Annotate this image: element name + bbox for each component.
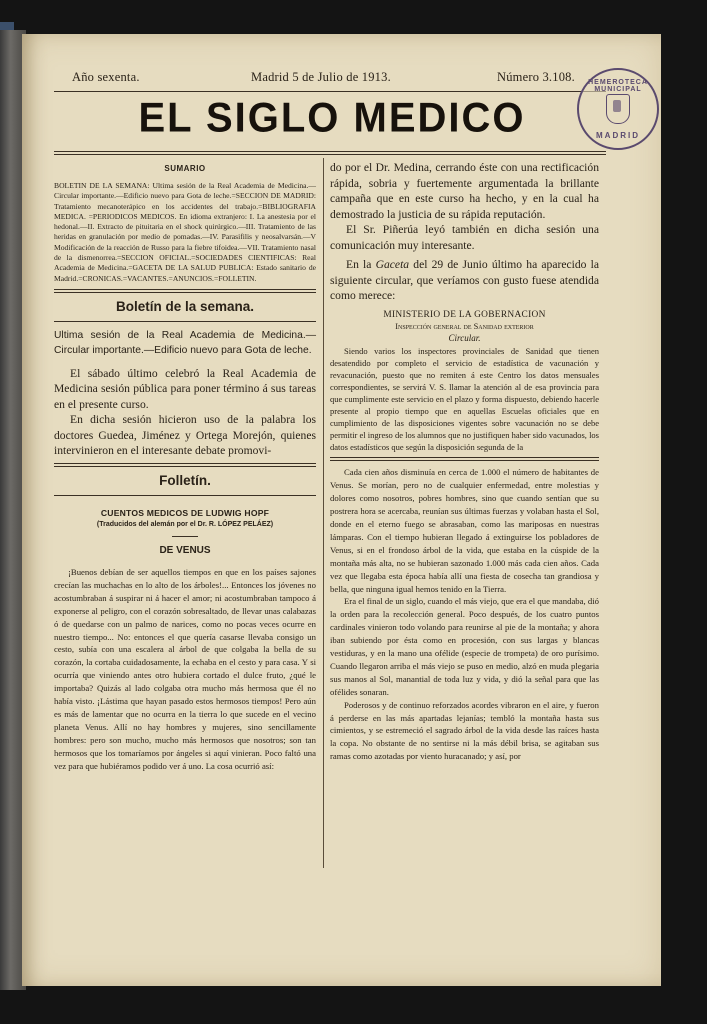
divider bbox=[54, 495, 316, 496]
divider bbox=[54, 292, 316, 293]
column-divider bbox=[323, 158, 324, 868]
gaceta-paragraph bbox=[330, 257, 599, 304]
coat-of-arms-icon bbox=[606, 94, 630, 124]
right-column bbox=[330, 160, 599, 763]
header-issue: Número 3.108. bbox=[497, 70, 575, 84]
stamp-text-top: HEMEROTECA MUNICIPAL bbox=[588, 79, 648, 93]
sumario-text: BOLETIN DE LA SEMANA: Ultima sesión de la Real Academia de Medicina.—Circular importante.—Edificio nuevo para Gota de leche.=SECCION DE MADRID: Tratamiento mecanoterápico en los accidentes del trabajo.=BIBLIOGRAFIA MEDICA. =PERIODICOS MEDICOS. En idioma extranjero: I. La anestesia por el hedonal.—II. Extracto de pituitaria en el shock quirúrgico.—III. Tratamiento de las heridas en granulación por medio de pomadas.—IV. Parasifilis y neosalvarsán.—V Modificación de la reacción de Russo para la fiebre tifoidea.—VII. Tratamiento nasal de la dismenorrea.=SECCION OFICIAL.=SOCIEDADES CIENTIFICAS: Real Academia de Medicina.=GACETA DE LA SALUD PUBLICA: Estado sanitario de Madrid.=CRONICAS.=VACANTES.=ANUNCIOS.=FOLLETIN. bbox=[54, 181, 316, 283]
venus-paragraph-3: Poderosos y de continuo reforzados acordes vibraron en el aire, y fueron á perderse en las más apartadas lejanías; tembló la montaña hasta sus cimientos, y se estremeció el sagrado árbol de la vida desde las raíces hasta la copa. No obstante de no sentirse ni la más débil brisa, se agitaban sus ramas como azotadas por viento huracanado; y así, por bbox=[330, 699, 599, 762]
divider bbox=[330, 457, 599, 458]
boletin-continuation: do por el Dr. Medina, cerrando éste con una rectificación rápida, sobria y fuertemente argumentada la brillante campaña que en este curso ha hecho, y en la cual ha demostrado la justicia de su rápida reputación. bbox=[330, 161, 599, 221]
venus-paragraph-1: Cada cien años disminuía en cerca de 1.000 el número de habitantes de Venus. Se morían, pero no de cualquier enfermedad, entre molestias y dolores como nosotros, pobres hombres, sino que cuando sentían que su postrera hora se acercaba, reunían sus últimas fuerzas y volaban hasta el Sol, donde en el eterno fuego se abrasaban, como las mariposas en nuestras lámparas. Con el tiempo hubieran llegado á extinguirse los pobladores de Venus, si en el frondoso árbol de la vida, que estaba en la cúspide de la montaña más alta, no se hubieran sazonado 1.000 más cada cien años. Cada vez que llegaba esta época había allí una fiesta de cosecha tan grandiosa y bella, que ninguna igual hemos tenido en la Tierra. bbox=[330, 467, 599, 594]
boletin-paragraph-2: En dicha sesión hicieron uso de la palabra los doctores Guedea, Jiménez y Ortega Morejón, quienes intervinieron en el interesante debate promovi- bbox=[54, 413, 316, 458]
folletin-series: CUENTOS MEDICOS DE LUDWIG HOPF bbox=[100, 507, 270, 518]
folletin-heading: Folletín. bbox=[159, 472, 211, 488]
boletin-paragraph-1: El sábado último celebró la Real Academia de Medicina sesión pública para poner término á sus tareas en el presente curso. bbox=[54, 366, 316, 411]
circular-heading: Circular. bbox=[448, 332, 481, 343]
gaceta-text-a: En la bbox=[346, 258, 376, 271]
header-date: Madrid 5 de Julio de 1913. bbox=[251, 70, 391, 84]
boletin-heading: Boletín de la semana. bbox=[115, 298, 255, 314]
circular-text: Siendo varios los inspectores provinciales de Sanidad que tienen desatendido por completo el servicio de estadística de vacunación y revacunación, puesto que no remiten á este Centro los datos mensuales correspondientes, se servirá V. S. llamar la atención al de esa provincia para que cumplimente este servicio en el plazo y forma dispuesto, debiendo hacerle presente al propio tiempo que en aquellas Escuelas oficiales que en cumplimiento de las disposiciones vigentes sobre vacunación no se debe permitir el ingreso de los alumnos que no justifiquen haber sido vacunados, los datos estadísticos que según la disposición segunda de la bbox=[330, 345, 599, 453]
masthead-title: EL SIGLO MEDICO bbox=[138, 94, 526, 142]
header-rule-bottom-2 bbox=[54, 154, 606, 155]
left-column bbox=[54, 160, 316, 772]
header-rule-bottom-1 bbox=[54, 151, 606, 152]
divider bbox=[54, 321, 316, 322]
divider bbox=[54, 289, 316, 290]
stamp-text-bottom: MADRID bbox=[596, 131, 640, 140]
inspeccion-heading: Inspección general de Sanidad exterior bbox=[395, 321, 534, 331]
library-stamp bbox=[577, 68, 659, 150]
ministerio-heading: MINISTERIO DE LA GOBERNACION bbox=[383, 309, 546, 320]
gaceta-text-em: Gaceta bbox=[375, 258, 410, 271]
divider bbox=[54, 466, 316, 467]
short-divider bbox=[172, 536, 198, 537]
boletin-lead: Ultima sesión de la Real Academia de Medicina.—Circular importante.—Edificio nuevo para Gota de leche. bbox=[54, 329, 316, 356]
folletin-text: ¡Buenos debían de ser aquellos tiempos en que en los países sajones crecían las muchachas en lo alto de los árboles!... Entonces los jóvenes no acostumbraban á suspirar ni á hacer el amor; ni acostumbraban tampoco á exponerse al peligro, con el corazón sobresaltado, de llevar unas calabazas ó de quedarse con un palmo de narices, como no pocas veces ocurre en nuestro tiempo... No: entonces el que quería casarse llevaba consigo un cesto, subía con una escalera al árbol de que colgaba la bella de su corazón, la cortaba cuidadosamente, la echaba en el cesto y para casa. Y si ocurría que viniendo antes otro hubiera cortado el dulce fruto, ¿qué le importaba? Quizás al lado colgaba otra mucho más hermosa que él no había visto. ¡Lástima que hayan pasado estos hermosos tiempos! Pero aún es más de lamentar que no ocurra en la tierra lo que sucede en el vecino planeta Venus. Allí no hay hombres y mujeres, sino sencillamente hombres: pero son mucho, mucho más hermosos que nosotros; son tan hermosos que los tomaríamos por ángeles si aquí vinieran. Poco faltó una vez para que hubiéramos podido ver á uno. La cosa ocurrió así: bbox=[54, 566, 316, 771]
header-rule-top bbox=[54, 91, 606, 92]
story-title: DE VENUS bbox=[159, 544, 211, 556]
pinerua-paragraph: El Sr. Piñerúa leyó también en dicha sesión una comunicación muy interesante. bbox=[330, 223, 599, 252]
divider bbox=[54, 463, 316, 464]
header-year: Año sexenta. bbox=[72, 70, 140, 84]
folletin-translation: (Traducidos del alemán por el Dr. R. LÓPEZ PELÁEZ) bbox=[96, 520, 274, 528]
sumario-title: SUMARIO bbox=[164, 164, 206, 173]
gaceta-text-b: del 29 de Junio último ha aparecido la siguiente circular, que veríamos con gusto fuese atendida como merece: bbox=[330, 258, 599, 302]
venus-paragraph-2: Era el final de un siglo, cuando el más viejo, que era el que mandaba, dió la orden para la recolección general. Poco después, de los cuatro puntos cardinales vinieron todo volando para reunirse al pie de la montaña; y ahora iban subiendo por ésta como en procesión, con sus largas y blancas vestiduras, y en la mano una ofélide (especie de trompeta) de oro purísimo. Cuando llegaron arriba el más viejo se puso en medio, alzó en muda plegaria sus manos al Sol, manantial de toda luz y vida, y dió la señal para que las ofélides sonaran. bbox=[330, 596, 599, 697]
newspaper-page bbox=[22, 34, 661, 986]
